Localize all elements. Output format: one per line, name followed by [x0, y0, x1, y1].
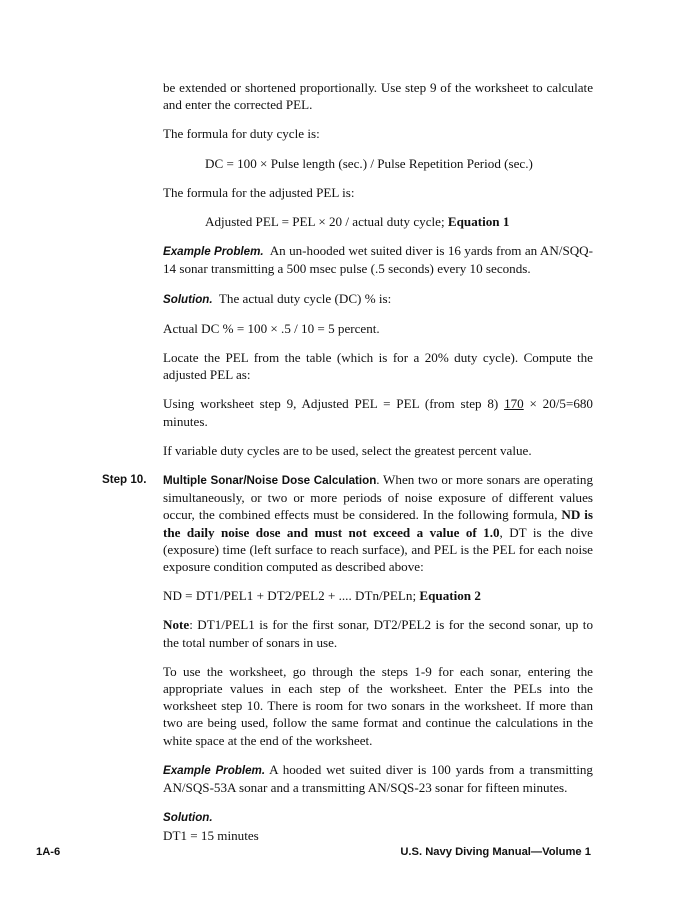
note-paragraph [163, 616, 593, 650]
worksheet-step-9-text: Using worksheet step 9, Adjusted PEL = PEL (from step 8) [163, 396, 499, 412]
step-10-text-1: . When two or more sonars are operating simultaneously, or two or more periods of noise exposure of different values occur, the combined effects must be considered. In the following formula, [163, 472, 593, 523]
manual-title-footer: U.S. Navy Diving Manual—Volume 1 [400, 846, 591, 858]
solution-2-lead-line [163, 808, 593, 826]
noise-dose-formula-text: ND = DT1/PEL1 + DT2/PEL2 + .... DTn/PELn; [163, 588, 417, 604]
note-text: : DT1/PEL1 is for the first sonar, DT2/PEL2 is for the second sonar, up to the total number of sonars in use. [163, 617, 593, 650]
adjusted-pel-formula [163, 213, 593, 230]
step-10-label: Step 10. [102, 473, 147, 487]
step-10-text-2: , DT is the dive (exposure) time (left surface to reach surface), and PEL is the PEL for each noise exposure condition computed as described above: [163, 524, 593, 575]
noise-dose-formula [163, 587, 593, 604]
step-10-title: Multiple Sonar/Noise Dose Calculation [163, 474, 377, 488]
dt1-value: DT1 = 15 minutes [163, 827, 259, 843]
actual-duty-cycle: Actual DC % = 100 × .5 / 10 = 5 percent. [163, 320, 380, 336]
duty-cycle-intro: The formula for duty cycle is: [163, 126, 320, 142]
step-10-paragraph [163, 471, 593, 575]
solution-1-lead: Solution. [163, 292, 213, 306]
body-column [102, 79, 594, 856]
example-problem-2 [163, 761, 593, 796]
note-lead: Note [163, 617, 190, 633]
worksheet-step-9-result: × 20/5=680 minutes. [163, 396, 593, 429]
step-10-bold-text: ND is the daily noise dose and must not exceed a value of 1.0 [163, 507, 594, 540]
page-number: 1A-6 [36, 846, 61, 858]
solution-1 [163, 290, 593, 308]
example-problem-1 [163, 242, 593, 277]
solution-1-text: The actual duty cycle (DC) % is: [218, 290, 392, 306]
solution-2-lead: Solution. [163, 811, 213, 825]
worksheet-instructions: To use the worksheet, go through the steps 1-9 for each sonar, entering the appropriate values in each step of the worksheet. Enter the PELs into the worksheet step 10. There is room for two sonars in the worksheet. If more than two are being used, follow the same format and continue the calculations in the white space at the end of the worksheet. [163, 663, 593, 748]
example-problem-2-text: A hooded wet suited diver is 100 yards from a transmitting AN/SQS-53A sonar and a transmitting AN/SQS-23 sonar for fifteen minutes. [163, 761, 593, 796]
example-problem-2-lead: Example Problem. [163, 763, 266, 777]
locate-pel-paragraph: Locate the PEL from the table (which is for a 20% duty cycle). Compute the adjusted PEL as: [163, 350, 593, 383]
worksheet-step-9-value: 170 [504, 396, 524, 412]
step-10-block [102, 471, 594, 575]
equation-1-label: Equation 1 [447, 214, 510, 230]
adjusted-pel-intro: The formula for the adjusted PEL is: [163, 184, 355, 200]
example-problem-1-text: An un-hooded wet suited diver is 16 yards from an AN/SQQ-14 sonar transmitting a 500 msec pulse (.5 seconds) every 10 seconds. [163, 243, 593, 277]
example-problem-1-lead: Example Problem. [163, 245, 264, 259]
equation-2-label: Equation 2 [419, 588, 481, 604]
paragraph-intro: be extended or shortened proportionally. Use step 9 of the worksheet to calculate and enter the corrected PEL. [163, 80, 593, 113]
adjusted-pel-formula-text: Adjusted PEL = PEL × 20 / actual duty cycle; [205, 214, 445, 230]
duty-cycle-formula: DC = 100 × Pulse length (sec.) / Pulse Repetition Period (sec.) [205, 155, 533, 171]
worksheet-step-9 [163, 395, 593, 429]
variable-duty-cycle: If variable duty cycles are to be used, select the greatest percent value. [163, 442, 532, 458]
